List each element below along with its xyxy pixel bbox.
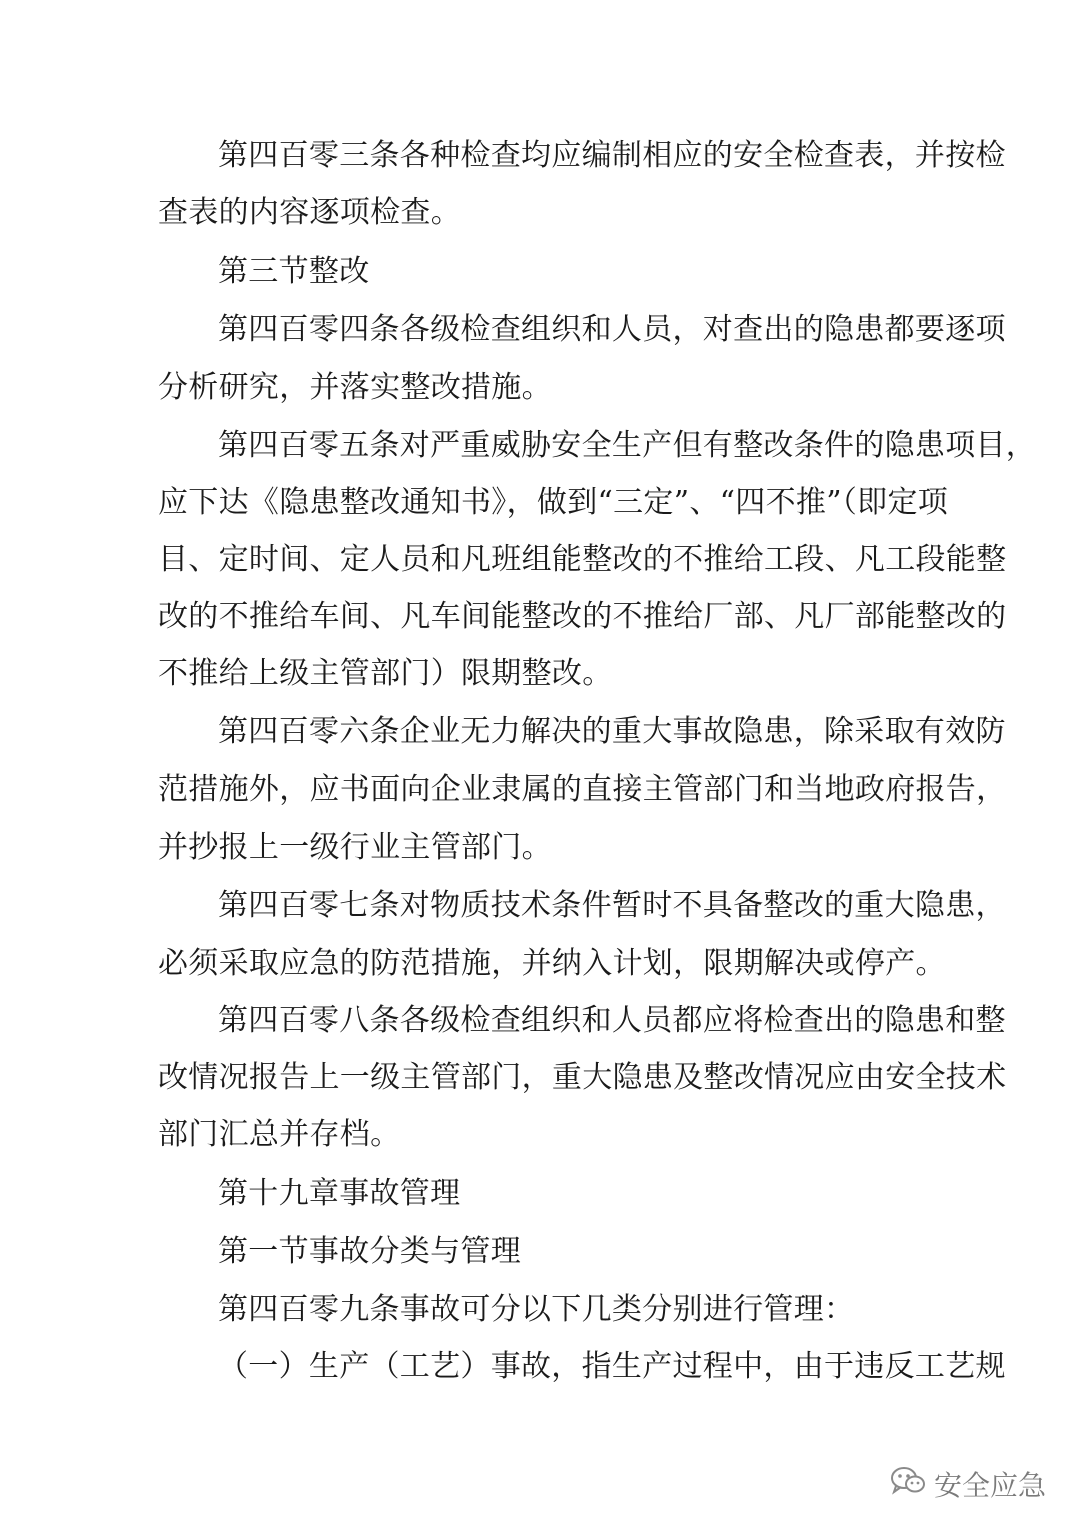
- paragraph-line: 第四百零四条各级检查组织和人员，对查出的隐患都要逐项: [218, 312, 1006, 347]
- paragraph-line: 第四百零五条对严重威胁安全生产但有整改条件的隐患项目，: [218, 428, 1037, 463]
- section-heading: 第一节事故分类与管理: [218, 1234, 521, 1269]
- paragraph-line: 第四百零六条企业无力解决的重大事故隐患，除采取有效防: [218, 714, 1006, 749]
- paragraph-line: 目、定时间、定人员和凡班组能整改的不推给工段、凡工段能整: [158, 542, 1007, 577]
- watermark-text: 安全应急: [933, 1469, 1046, 1502]
- paragraph-line: 不推给上级主管部门）限期整改。: [158, 656, 613, 691]
- paragraph-line: 必须采取应急的防范措施，并纳入计划，限期解决或停产。: [158, 946, 946, 981]
- paragraph-line: 第四百零九条事故可分以下几类分别进行管理：: [218, 1292, 855, 1327]
- paragraph-line: 第四百零三条各种检查均应编制相应的安全检查表，并按检: [218, 138, 1006, 173]
- paragraph-line: 应下达《隐患整改通知书》，做到“三定”、“四不推”（即定项: [158, 485, 949, 520]
- paragraph-line: 分析研究，并落实整改措施。: [158, 370, 552, 405]
- paragraph-line: 第四百零八条各级检查组织和人员都应将检查出的隐患和整: [218, 1003, 1006, 1038]
- paragraph-line: 并抄报上一级行业主管部门。: [158, 830, 552, 865]
- paragraph-line: 部门汇总并存档。: [158, 1117, 401, 1152]
- chapter-heading: 第十九章事故管理: [218, 1176, 461, 1211]
- paragraph-line: 改的不推给车间、凡车间能整改的不推给厂部、凡厂部能整改的: [158, 599, 1007, 634]
- paragraph-line: （一）生产（工艺）事故，指生产过程中，由于违反工艺规: [218, 1349, 1006, 1384]
- paragraph-line: 改情况报告上一级主管部门，重大隐患及整改情况应由安全技术: [158, 1060, 1007, 1095]
- paragraph-line: 第四百零七条对物质技术条件暂时不具备整改的重大隐患，: [218, 888, 1006, 923]
- paragraph-line: 查表的内容逐项检查。: [158, 195, 461, 230]
- section-heading: 第三节整改: [218, 254, 370, 289]
- paragraph-line: 范措施外，应书面向企业隶属的直接主管部门和当地政府报告，: [158, 772, 1007, 807]
- watermark: [890, 1464, 1046, 1504]
- wechat-icon: [890, 1466, 926, 1503]
